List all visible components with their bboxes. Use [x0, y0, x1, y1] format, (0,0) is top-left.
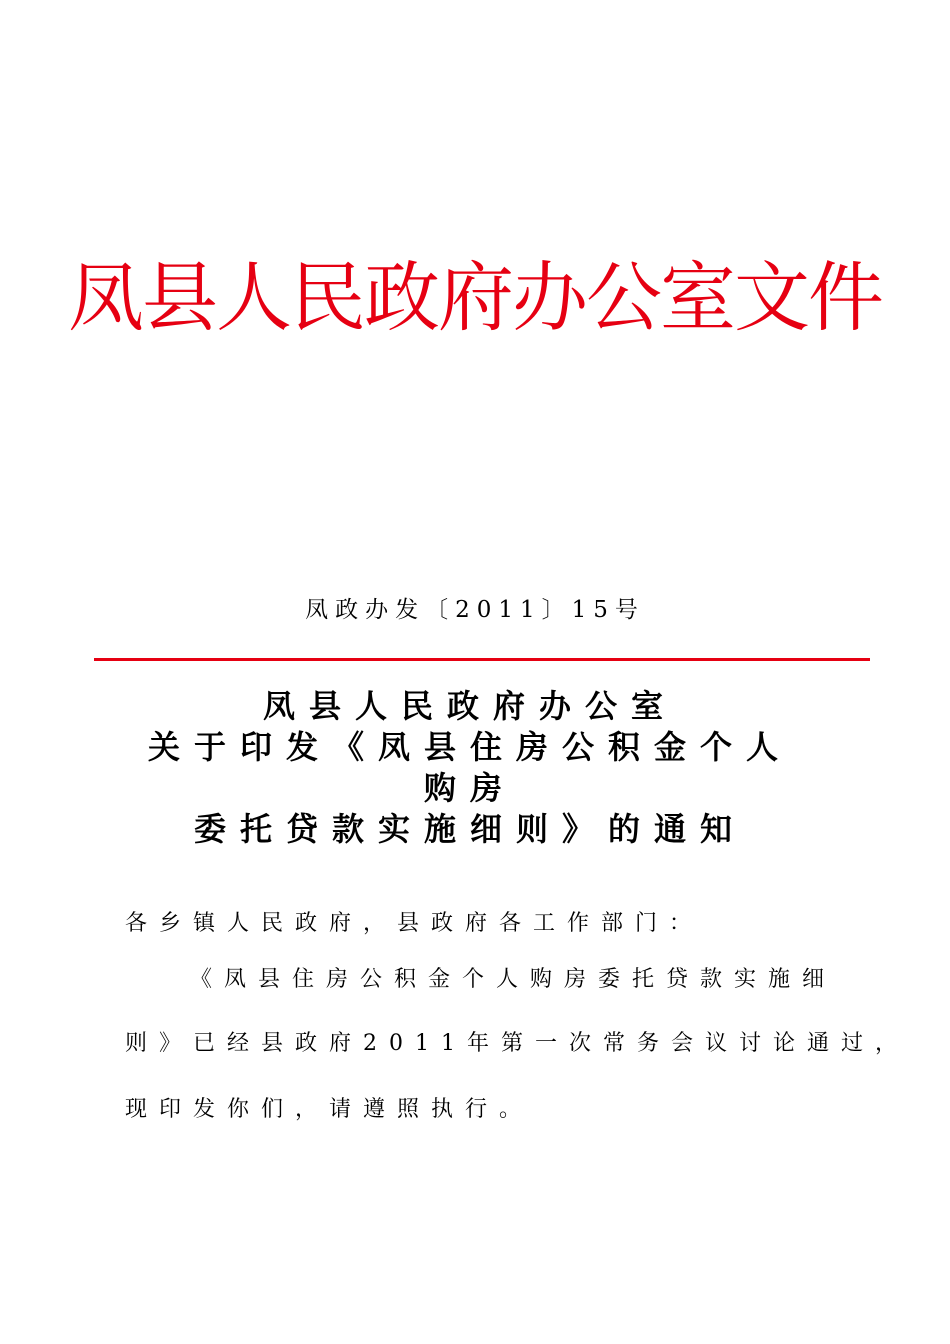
- document-number: 凤政办发〔2011〕15号: [305, 597, 645, 623]
- body-paragraph-line: 则》已经县政府2011年第一次常务会议讨论通过，: [125, 1031, 909, 1056]
- notice-title-line: 凤县人民政府办公室: [262, 687, 677, 725]
- notice-title-line: 关于印发《凤县住房公积金个人: [147, 728, 792, 766]
- red-divider-line: [94, 658, 870, 661]
- notice-title: [100, 686, 840, 850]
- body-paragraph-line: 《凤县住房公积金个人购房委托贷款实施细: [190, 967, 837, 992]
- document-header-title: 凤县人民政府办公室文件: [68, 253, 882, 342]
- salutation: 各乡镇人民政府，县政府各工作部门：: [125, 911, 704, 936]
- notice-title-line: 购房: [423, 769, 516, 807]
- body-paragraph-line: 现印发你们，请遵照执行。: [125, 1097, 534, 1122]
- notice-title-line: 委托贷款实施细则》的通知: [193, 810, 746, 848]
